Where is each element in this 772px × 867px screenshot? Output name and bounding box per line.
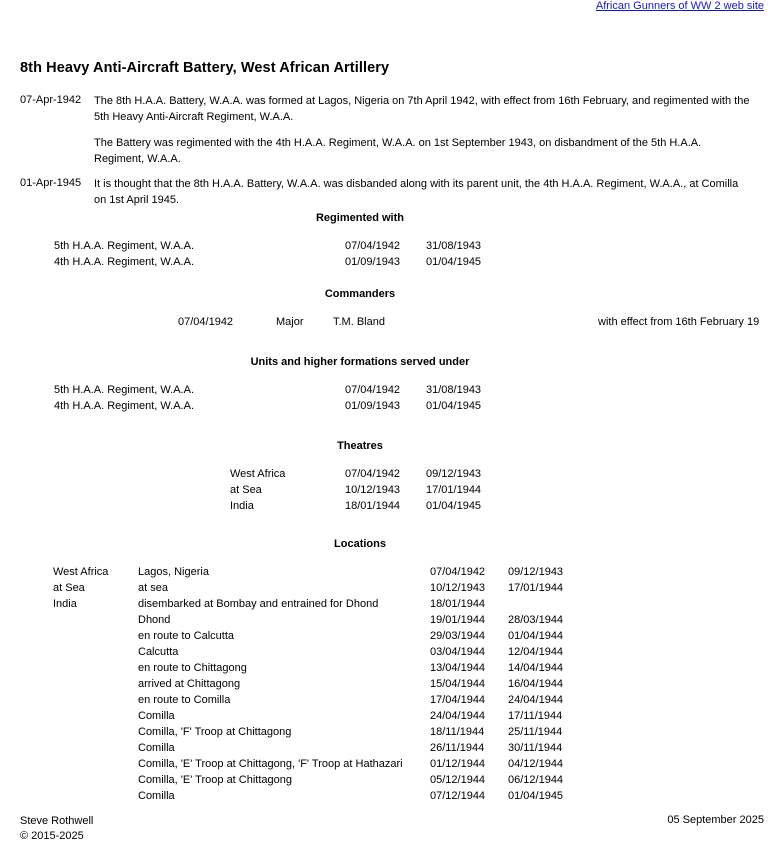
table-row: [0, 772, 772, 788]
page-title: 8th Heavy Anti-Aircraft Battery, West African Artillery: [20, 60, 390, 76]
commander-rank: Major: [276, 316, 304, 328]
units-served-under-rows: [0, 382, 772, 414]
table-row: [0, 382, 772, 398]
date-from: 18/01/1944: [430, 598, 486, 610]
table-row: [0, 564, 772, 580]
table-row: [0, 466, 772, 482]
commander-name: T.M. Bland: [333, 316, 385, 328]
unit-name: 4th H.A.A. Regiment, W.A.A.: [54, 400, 194, 412]
date-from: 18/11/1944: [430, 726, 485, 738]
location-place: at sea: [138, 582, 168, 594]
date-from: 19/01/1944: [430, 614, 486, 626]
date-to: 17/11/1944: [508, 710, 563, 722]
date-from: 05/12/1944: [430, 774, 486, 786]
table-row: [0, 628, 772, 644]
date-from: 10/12/1943: [430, 582, 486, 594]
footer-author: Steve Rothwell: [20, 815, 94, 827]
date-to: 09/12/1943: [508, 566, 564, 578]
table-row: [0, 398, 772, 414]
table-row: [0, 660, 772, 676]
regimented-with-rows: [0, 238, 772, 270]
section-units-served-under: [0, 356, 772, 414]
theatre-name: at Sea: [230, 484, 262, 496]
event-entry: [0, 94, 772, 167]
table-row: [0, 612, 772, 628]
location-place: en route to Calcutta: [138, 630, 235, 642]
date-to: 01/04/1945: [426, 500, 482, 512]
unit-name: 5th H.A.A. Regiment, W.A.A.: [54, 240, 194, 252]
date-to: 25/11/1944: [508, 726, 563, 738]
event-paragraph: It is thought that the 8th H.A.A. Battery, W.A.A. was disbanded along with its parent unit, the 4th H.A.A. Regiment, W.A.A., at Comilla on 1st April 1945.: [94, 178, 739, 206]
date-to: 31/08/1943: [426, 240, 482, 252]
date-to: 09/12/1943: [426, 468, 482, 480]
section-regimented-with: [0, 212, 772, 270]
location-place: Lagos, Nigeria: [138, 566, 209, 578]
commander-note: with effect from 16th February 19: [598, 316, 760, 328]
event-list: [0, 94, 772, 218]
date-to: 24/04/1944: [508, 694, 564, 706]
date-from: 07/04/1942: [430, 566, 486, 578]
commander-date: 07/04/1942: [178, 316, 234, 328]
date-from: 24/04/1944: [430, 710, 486, 722]
table-row: [0, 238, 772, 254]
date-from: 17/04/1944: [430, 694, 486, 706]
section-heading: Commanders: [324, 288, 396, 300]
date-from: 03/04/1944: [430, 646, 486, 658]
top-bar: [0, 0, 764, 18]
date-from: 18/01/1944: [345, 500, 401, 512]
location-place: disembarked at Bombay and entrained for Dhond: [138, 598, 379, 610]
table-row: [0, 724, 772, 740]
theatres-rows: [0, 466, 772, 514]
table-row: [0, 596, 772, 612]
date-to: 14/04/1944: [508, 662, 564, 674]
location-place: Dhond: [138, 614, 171, 626]
event-paragraph: The Battery was regimented with the 4th H.A.A. Regiment, W.A.A. on 1st September 1943, on disbandment of the 5th H.A.A. Regiment, W.A.A.: [94, 137, 702, 165]
table-row: [0, 644, 772, 660]
locations-rows: [0, 564, 772, 804]
african-gunners-site-link[interactable]: African Gunners of WW 2 web site: [595, 0, 764, 12]
date-from: 10/12/1943: [345, 484, 401, 496]
event-date: 07-Apr-1942: [20, 94, 82, 106]
date-to: 17/01/1944: [426, 484, 482, 496]
location-place: Comilla, 'F' Troop at Chittagong: [138, 726, 292, 738]
unit-name: 5th H.A.A. Regiment, W.A.A.: [54, 384, 194, 396]
date-to: 01/04/1945: [508, 790, 564, 802]
section-heading: Theatres: [337, 440, 383, 452]
page-footer: [0, 814, 772, 854]
date-from: 26/11/1944: [430, 742, 485, 754]
date-from: 07/04/1942: [345, 240, 401, 252]
table-row: [0, 482, 772, 498]
location-place: Comilla, 'E' Troop at Chittagong, 'F' Troop at Hathazari: [138, 758, 403, 770]
table-row: [0, 708, 772, 724]
section-heading: Regimented with: [315, 212, 404, 224]
date-to: 12/04/1944: [508, 646, 564, 658]
table-row: [0, 788, 772, 804]
section-heading: Units and higher formations served under: [250, 356, 470, 368]
table-row: [0, 580, 772, 596]
location-place: arrived at Chittagong: [138, 678, 241, 690]
event-paragraph: The 8th H.A.A. Battery, W.A.A. was formed at Lagos, Nigeria on 7th April 1942, with effect from 16th February, and regimented with the 5th Heavy Anti-Aircraft Regiment, W.A.A.: [94, 95, 750, 123]
date-to: 01/04/1945: [426, 256, 482, 268]
location-place: Comilla, 'E' Troop at Chittagong: [138, 774, 292, 786]
date-to: 06/12/1944: [508, 774, 564, 786]
table-row: [0, 676, 772, 692]
date-to: 30/11/1944: [508, 742, 563, 754]
table-row: [0, 254, 772, 270]
date-to: 04/12/1944: [508, 758, 564, 770]
footer-date: 05 September 2025: [667, 814, 764, 826]
location-place: Comilla: [138, 790, 175, 802]
theatre-name: India: [230, 500, 254, 512]
date-to: 31/08/1943: [426, 384, 482, 396]
location-theatre: West Africa: [53, 566, 109, 578]
location-place: en route to Chittagong: [138, 662, 247, 674]
date-to: 01/04/1944: [508, 630, 564, 642]
date-from: 01/09/1943: [345, 256, 401, 268]
location-theatre: India: [53, 598, 77, 610]
event-date: 01-Apr-1945: [20, 177, 82, 189]
date-from: 13/04/1944: [430, 662, 486, 674]
date-from: 07/04/1942: [345, 468, 401, 480]
section-commanders: [0, 288, 772, 330]
date-from: 15/04/1944: [430, 678, 486, 690]
date-to: 01/04/1945: [426, 400, 482, 412]
location-place: Calcutta: [138, 646, 179, 658]
date-to: 28/03/1944: [508, 614, 564, 626]
section-theatres: [0, 440, 772, 514]
date-from: 01/12/1944: [430, 758, 486, 770]
unit-name: 4th H.A.A. Regiment, W.A.A.: [54, 256, 194, 268]
table-row: [0, 740, 772, 756]
table-row: [0, 756, 772, 772]
section-heading: Locations: [334, 538, 386, 550]
footer-copyright: © 2015-2025: [20, 830, 84, 842]
date-from: 07/12/1944: [430, 790, 486, 802]
table-row: [0, 692, 772, 708]
location-place: Comilla: [138, 742, 175, 754]
date-from: 29/03/1944: [430, 630, 486, 642]
event-paragraphs: [94, 177, 752, 208]
date-from: 07/04/1942: [345, 384, 401, 396]
location-place: Comilla: [138, 710, 175, 722]
location-theatre: at Sea: [53, 582, 85, 594]
footer-author-block: [20, 814, 93, 844]
table-row: [0, 314, 772, 330]
section-locations: [0, 538, 772, 804]
date-from: 01/09/1943: [345, 400, 401, 412]
event-entry: [0, 177, 772, 208]
theatre-name: West Africa: [230, 468, 286, 480]
table-row: [0, 498, 772, 514]
date-to: 16/04/1944: [508, 678, 564, 690]
date-to: 17/01/1944: [508, 582, 564, 594]
event-paragraphs: [94, 94, 752, 167]
location-place: en route to Comilla: [138, 694, 231, 706]
commanders-rows: [0, 314, 772, 330]
